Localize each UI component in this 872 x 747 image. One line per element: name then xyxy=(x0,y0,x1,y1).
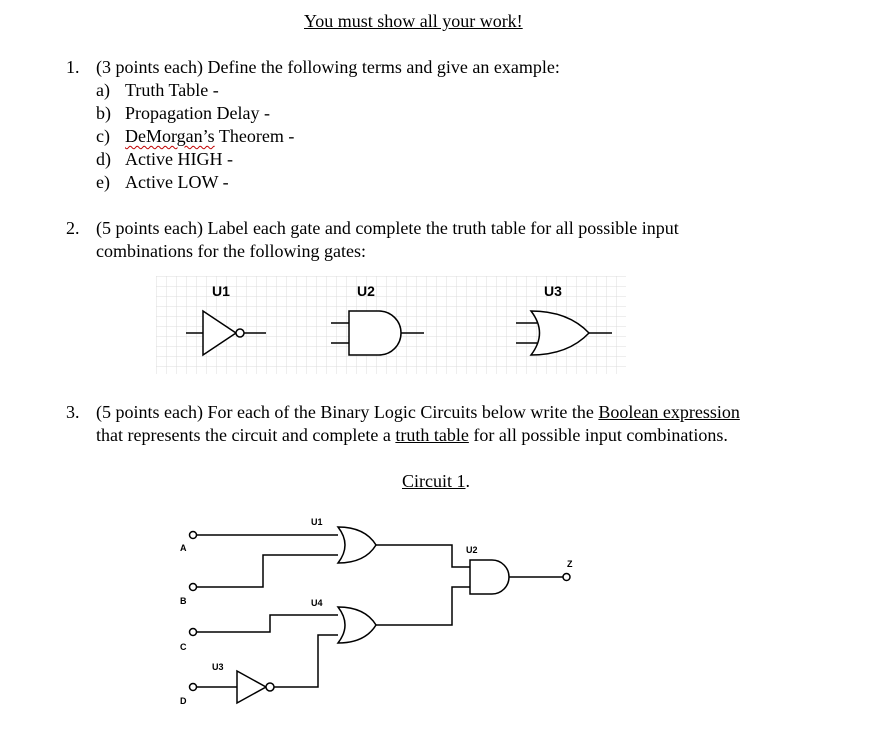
circuit-gate-label-u2: U2 xyxy=(466,545,478,555)
gate-label-u3: U3 xyxy=(544,283,562,299)
input-label-b: B xyxy=(180,596,187,606)
input-label-d: D xyxy=(180,696,187,706)
circuit-gate-label-u4: U4 xyxy=(311,598,323,608)
gates-diagram xyxy=(156,276,626,374)
circuit-wires xyxy=(190,532,571,691)
q1-item-c xyxy=(125,125,294,147)
page-title: You must show all your work! xyxy=(304,11,523,31)
input-label-a: A xyxy=(180,543,187,553)
q3-line1 xyxy=(96,401,740,423)
gate-label-u2: U2 xyxy=(357,283,375,299)
truth-table-link[interactable]: truth table xyxy=(395,425,469,445)
circuit-gate-label-u3: U3 xyxy=(212,662,224,672)
q2-line2: combinations for the following gates: xyxy=(96,241,366,261)
output-label-z: Z xyxy=(567,559,573,569)
q1-item-e-letter: e) xyxy=(96,172,110,192)
circuit-gate-u1-or xyxy=(338,527,376,563)
q1-item-d-letter: d) xyxy=(96,149,111,169)
q1-item-b: Propagation Delay - xyxy=(125,103,270,123)
circuit-title-text: Circuit 1 xyxy=(402,471,466,491)
circuit-title xyxy=(402,470,470,492)
q1-prompt: (3 points each) Define the following terms and give an example: xyxy=(96,57,560,77)
input-d-terminal[interactable] xyxy=(190,684,197,691)
boolean-expression-link[interactable]: Boolean expression xyxy=(598,402,740,422)
q1-item-b-letter: b) xyxy=(96,103,111,123)
input-b-terminal[interactable] xyxy=(190,584,197,591)
gates-figure xyxy=(156,276,626,374)
q1-item-c-letter: c) xyxy=(96,126,110,146)
input-a-terminal[interactable] xyxy=(190,532,197,539)
input-c-terminal[interactable] xyxy=(190,629,197,636)
q2-number: 2. xyxy=(66,218,80,238)
circuit-1-diagram xyxy=(170,505,590,720)
input-label-c: C xyxy=(180,642,187,652)
q1-item-c-rest: Theorem - xyxy=(214,126,295,146)
q1-number: 1. xyxy=(66,57,80,77)
q3-line2-text: that represents the circuit and complete a xyxy=(96,425,396,445)
q2-line1: (5 points each) Label each gate and complete the truth table for all possible input xyxy=(96,218,679,238)
circuit-gate-u3-not xyxy=(237,671,266,703)
not-bubble xyxy=(266,683,274,691)
output-z-terminal[interactable] xyxy=(563,574,570,581)
q1-item-e: Active LOW - xyxy=(125,172,229,192)
circuit-title-suffix: . xyxy=(465,471,470,491)
circuit-gate-label-u1: U1 xyxy=(311,517,323,527)
q3-number: 3. xyxy=(66,402,80,422)
q3-line2-rest: for all possible input combinations. xyxy=(468,425,728,445)
circuit-gate-u4-or xyxy=(338,607,376,643)
q1-item-a-letter: a) xyxy=(96,80,110,100)
q1-item-a: Truth Table - xyxy=(125,80,219,100)
spellcheck-term: DeMorgan’s xyxy=(125,126,215,146)
gate-label-u1: U1 xyxy=(212,283,230,299)
circuit-gate-u2-and xyxy=(470,560,509,594)
q3-line1-text: (5 points each) For each of the Binary Logic Circuits below write the xyxy=(96,402,599,422)
q1-item-d: Active HIGH - xyxy=(125,149,233,169)
circuit-1-figure xyxy=(170,505,590,720)
q3-line2 xyxy=(96,424,728,446)
